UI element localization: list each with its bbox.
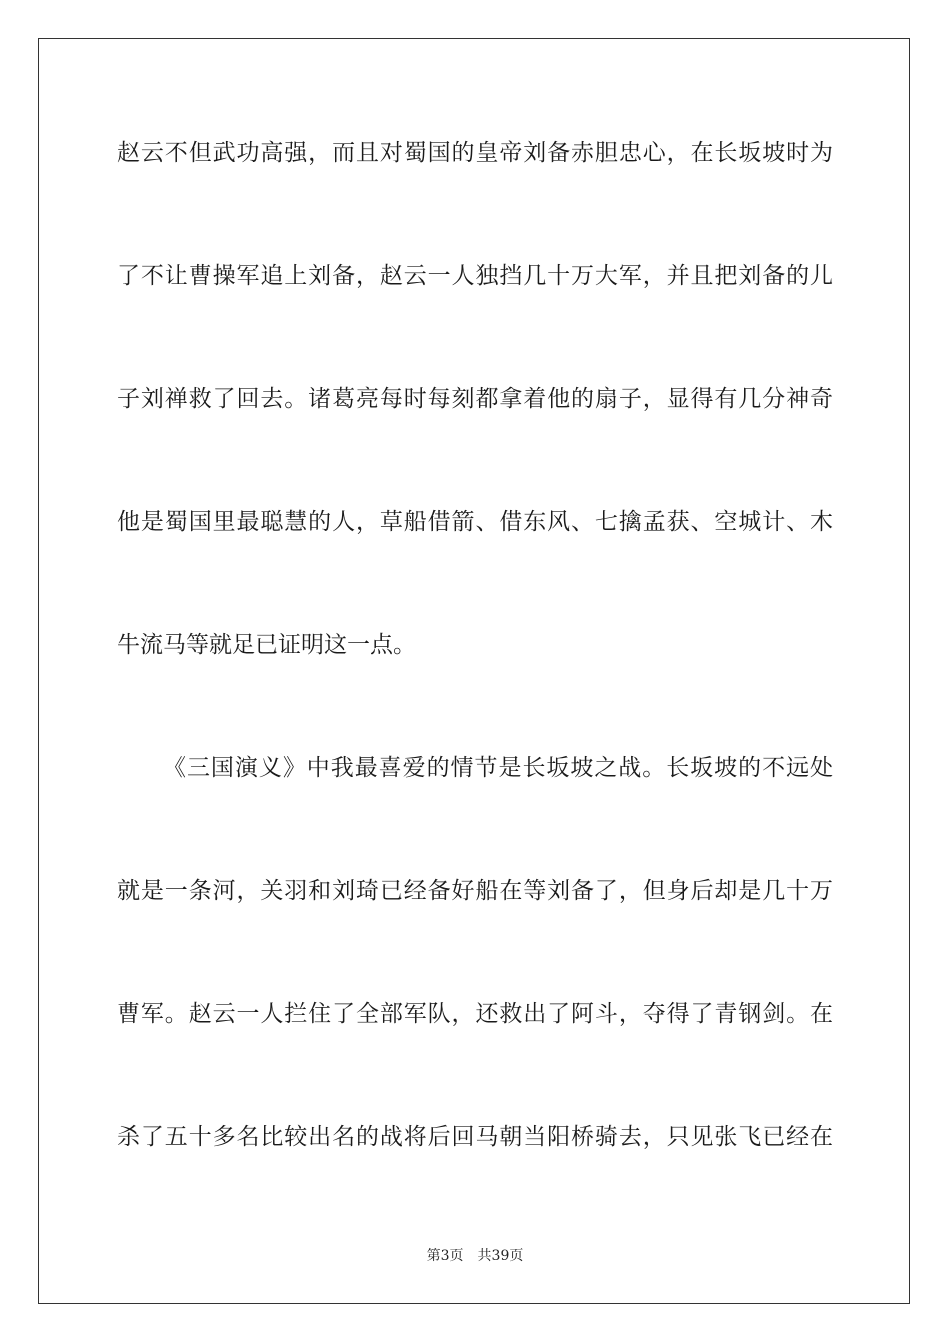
paragraph-line: 他是蜀国里最聪慧的人，草船借箭、借东风、七擒孟获、空城计、木 [117,509,833,535]
paragraph-line: 曹军。赵云一人拦住了全部军队，还救出了阿斗，夺得了青钢剑。在 [117,1001,833,1027]
page-border [38,38,910,1304]
paragraph-line: 了不让曹操军追上刘备，赵云一人独挡几十万大军，并且把刘备的儿 [117,263,833,289]
page-footer [0,1247,950,1265]
paragraph-line: 就是一条河，关羽和刘琦已经备好船在等刘备了，但身后却是几十万 [117,878,833,904]
page-total: 共39页 [477,1248,524,1264]
paragraph-line: 杀了五十多名比较出名的战将后回马朝当阳桥骑去，只见张飞已经在 [117,1124,833,1150]
paragraph-line: 赵云不但武功高强，而且对蜀国的皇帝刘备赤胆忠心，在长坂坡时为 [117,140,833,166]
page-number: 第3页 [426,1248,464,1264]
paragraph-line: 牛流马等就足已证明这一点。 [117,632,416,658]
paragraph-line: 《三国演义》中我最喜爱的情节是长坂坡之战。长坂坡的不远处 [163,755,833,781]
paragraph-line: 子刘禅救了回去。诸葛亮每时每刻都拿着他的扇子，显得有几分神奇 [117,386,833,412]
